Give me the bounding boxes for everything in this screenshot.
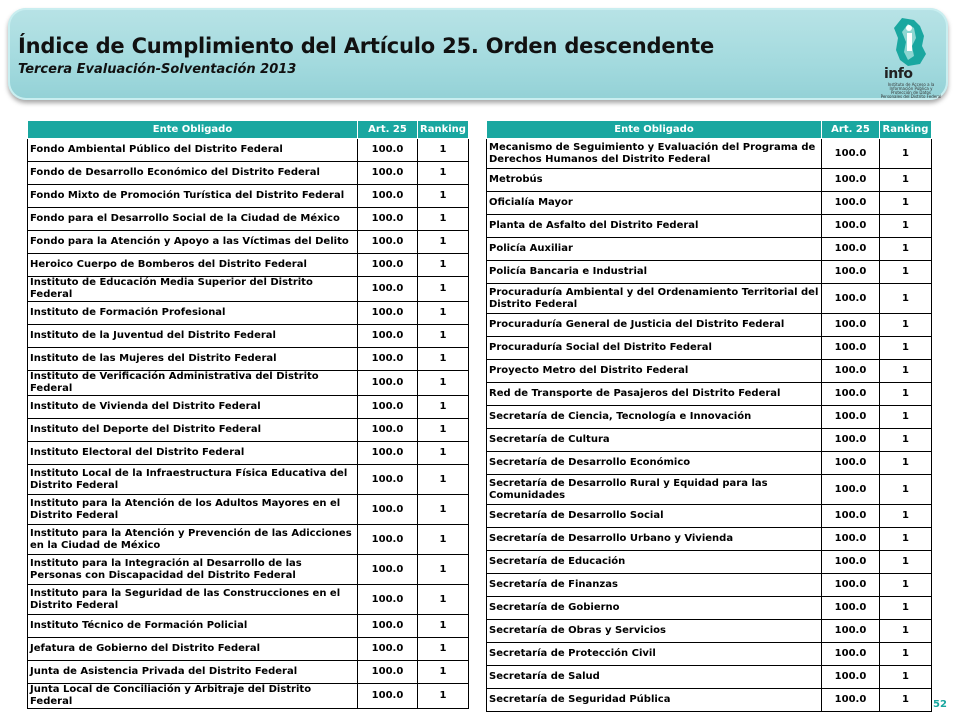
- table-row: [28, 325, 469, 348]
- entity-name-cell: Instituto para la Integración al Desarrollo de las Personas con Discapacidad del Distrito Federal: [28, 555, 358, 585]
- table-row: [28, 254, 469, 277]
- left-ranking-table: [27, 120, 469, 709]
- entity-name-cell: Secretaría de Seguridad Pública: [487, 689, 822, 712]
- entity-name-cell: Proyecto Metro del Distrito Federal: [487, 360, 822, 383]
- ranking-cell: 1: [418, 615, 469, 638]
- page-subtitle: Tercera Evaluación-Solventación 2013: [18, 62, 297, 77]
- entity-name-cell: Secretaría de Desarrollo Rural y Equidad para las Comunidades: [487, 475, 822, 505]
- ranking-cell: 1: [418, 585, 469, 615]
- entity-name-cell: Metrobús: [487, 169, 822, 192]
- entity-name-cell: Instituto para la Atención de los Adultos Mayores en el Distrito Federal: [28, 495, 358, 525]
- entity-name-cell: Heroico Cuerpo de Bomberos del Distrito Federal: [28, 254, 358, 277]
- table-header-row: [28, 121, 469, 139]
- right-table-body: [487, 139, 932, 712]
- logo-tagline: Instituto de Acceso a la Información Pública y Protección de Datos Personales del Distrito Federal: [880, 82, 942, 99]
- article-value-cell: 100.0: [358, 615, 418, 638]
- ranking-cell: 1: [418, 371, 469, 396]
- ranking-cell: 1: [880, 360, 932, 383]
- ranking-cell: 1: [880, 238, 932, 261]
- ranking-cell: 1: [880, 139, 932, 169]
- ranking-cell: 1: [880, 169, 932, 192]
- ranking-cell: 1: [418, 419, 469, 442]
- ranking-cell: 1: [880, 314, 932, 337]
- entity-name-cell: Jefatura de Gobierno del Distrito Federal: [28, 638, 358, 661]
- article-value-cell: 100.0: [822, 314, 880, 337]
- entity-name-cell: Fondo para el Desarrollo Social de la Ciudad de México: [28, 208, 358, 231]
- article-value-cell: 100.0: [358, 348, 418, 371]
- table-row: [28, 661, 469, 684]
- article-value-cell: 100.0: [358, 254, 418, 277]
- entity-name-cell: Fondo para la Atención y Apoyo a las Víctimas del Delito: [28, 231, 358, 254]
- article-value-cell: 100.0: [358, 185, 418, 208]
- table-header-row: [487, 121, 932, 139]
- ranking-cell: 1: [880, 643, 932, 666]
- header-article: Art. 25: [822, 121, 880, 139]
- table-row: [487, 284, 932, 314]
- ranking-cell: 1: [880, 284, 932, 314]
- ranking-cell: 1: [418, 139, 469, 162]
- entity-name-cell: Planta de Asfalto del Distrito Federal: [487, 215, 822, 238]
- table-row: [28, 555, 469, 585]
- article-value-cell: 100.0: [358, 208, 418, 231]
- header-entity: Ente Obligado: [487, 121, 822, 139]
- ranking-cell: 1: [418, 465, 469, 495]
- ranking-cell: 1: [418, 277, 469, 302]
- ranking-cell: 1: [880, 337, 932, 360]
- entity-name-cell: Fondo Ambiental Público del Distrito Federal: [28, 139, 358, 162]
- entity-name-cell: Procuraduría Ambiental y del Ordenamiento Territorial del Distrito Federal: [487, 284, 822, 314]
- table-row: [28, 396, 469, 419]
- article-value-cell: 100.0: [822, 429, 880, 452]
- ranking-cell: 1: [418, 661, 469, 684]
- ranking-cell: 1: [418, 348, 469, 371]
- table-row: [28, 442, 469, 465]
- ranking-cell: 1: [418, 185, 469, 208]
- table-row: [487, 551, 932, 574]
- table-row: [28, 638, 469, 661]
- article-value-cell: 100.0: [822, 597, 880, 620]
- info-df-logo: [880, 16, 942, 99]
- header-entity: Ente Obligado: [28, 121, 358, 139]
- article-value-cell: 100.0: [822, 383, 880, 406]
- ranking-cell: 1: [418, 396, 469, 419]
- right-ranking-table: [486, 120, 932, 712]
- entity-name-cell: Oficialía Mayor: [487, 192, 822, 215]
- article-value-cell: 100.0: [358, 684, 418, 709]
- article-value-cell: 100.0: [358, 555, 418, 585]
- article-value-cell: 100.0: [358, 325, 418, 348]
- ranking-cell: 1: [880, 505, 932, 528]
- table-row: [487, 505, 932, 528]
- ranking-cell: 1: [418, 684, 469, 709]
- article-value-cell: 100.0: [358, 231, 418, 254]
- entity-name-cell: Instituto para la Seguridad de las Construcciones en el Distrito Federal: [28, 585, 358, 615]
- entity-name-cell: Junta de Asistencia Privada del Distrito Federal: [28, 661, 358, 684]
- ranking-cell: 1: [418, 442, 469, 465]
- ranking-cell: 1: [418, 525, 469, 555]
- article-value-cell: 100.0: [358, 302, 418, 325]
- entity-name-cell: Instituto de las Mujeres del Distrito Federal: [28, 348, 358, 371]
- ranking-cell: 1: [880, 452, 932, 475]
- table-row: [487, 215, 932, 238]
- article-value-cell: 100.0: [822, 169, 880, 192]
- article-value-cell: 100.0: [358, 396, 418, 419]
- header-banner: [8, 8, 948, 100]
- article-value-cell: 100.0: [822, 406, 880, 429]
- header-ranking: Ranking: [418, 121, 469, 139]
- table-row: [487, 238, 932, 261]
- article-value-cell: 100.0: [822, 666, 880, 689]
- entity-name-cell: Instituto del Deporte del Distrito Federal: [28, 419, 358, 442]
- entity-name-cell: Instituto Técnico de Formación Policial: [28, 615, 358, 638]
- ranking-cell: 1: [418, 302, 469, 325]
- left-table-body: [28, 139, 469, 709]
- table-row: [28, 139, 469, 162]
- entity-name-cell: Fondo Mixto de Promoción Turística del Distrito Federal: [28, 185, 358, 208]
- article-value-cell: 100.0: [358, 277, 418, 302]
- table-row: [28, 684, 469, 709]
- entity-name-cell: Secretaría de Obras y Servicios: [487, 620, 822, 643]
- entity-name-cell: Procuraduría General de Justicia del Distrito Federal: [487, 314, 822, 337]
- ranking-cell: 1: [880, 528, 932, 551]
- logo-wordmark: info: [884, 66, 913, 82]
- ranking-cell: 1: [880, 666, 932, 689]
- entity-name-cell: Instituto Electoral del Distrito Federal: [28, 442, 358, 465]
- article-value-cell: 100.0: [822, 360, 880, 383]
- article-value-cell: 100.0: [358, 162, 418, 185]
- table-row: [487, 192, 932, 215]
- table-row: [28, 465, 469, 495]
- table-row: [487, 666, 932, 689]
- ranking-cell: 1: [880, 261, 932, 284]
- table-row: [487, 406, 932, 429]
- article-value-cell: 100.0: [358, 661, 418, 684]
- entity-name-cell: Secretaría de Gobierno: [487, 597, 822, 620]
- entity-name-cell: Secretaría de Educación: [487, 551, 822, 574]
- header-ranking: Ranking: [880, 121, 932, 139]
- ranking-cell: 1: [418, 495, 469, 525]
- table-row: [487, 261, 932, 284]
- article-value-cell: 100.0: [358, 139, 418, 162]
- entity-name-cell: Instituto de Educación Media Superior del Distrito Federal: [28, 277, 358, 302]
- article-value-cell: 100.0: [358, 585, 418, 615]
- table-row: [28, 419, 469, 442]
- entity-name-cell: Mecanismo de Seguimiento y Evaluación del Programa de Derechos Humanos del Distrito Federal: [487, 139, 822, 169]
- ranking-cell: 1: [880, 406, 932, 429]
- table-row: [487, 429, 932, 452]
- table-row: [487, 383, 932, 406]
- table-row: [487, 620, 932, 643]
- ranking-cell: 1: [880, 620, 932, 643]
- table-row: [28, 348, 469, 371]
- table-row: [28, 277, 469, 302]
- page-title: Índice de Cumplimiento del Artículo 25. Orden descendente: [18, 34, 715, 58]
- article-value-cell: 100.0: [822, 192, 880, 215]
- table-row: [487, 475, 932, 505]
- table-row: [487, 360, 932, 383]
- article-value-cell: 100.0: [822, 452, 880, 475]
- table-row: [28, 371, 469, 396]
- entity-name-cell: Instituto de Vivienda del Distrito Federal: [28, 396, 358, 419]
- table-row: [28, 495, 469, 525]
- entity-name-cell: Secretaría de Salud: [487, 666, 822, 689]
- article-value-cell: 100.0: [822, 551, 880, 574]
- entity-name-cell: Secretaría de Finanzas: [487, 574, 822, 597]
- article-value-cell: 100.0: [822, 475, 880, 505]
- ranking-cell: 1: [880, 383, 932, 406]
- entity-name-cell: Secretaría de Ciencia, Tecnología e Innovación: [487, 406, 822, 429]
- entity-name-cell: Secretaría de Cultura: [487, 429, 822, 452]
- entity-name-cell: Fondo de Desarrollo Económico del Distrito Federal: [28, 162, 358, 185]
- table-row: [28, 525, 469, 555]
- table-row: [487, 452, 932, 475]
- article-value-cell: 100.0: [822, 620, 880, 643]
- article-value-cell: 100.0: [358, 638, 418, 661]
- article-value-cell: 100.0: [358, 419, 418, 442]
- table-row: [487, 597, 932, 620]
- ranking-cell: 1: [880, 475, 932, 505]
- table-row: [487, 337, 932, 360]
- ranking-cell: 1: [418, 254, 469, 277]
- article-value-cell: 100.0: [822, 238, 880, 261]
- table-row: [487, 574, 932, 597]
- table-row: [28, 208, 469, 231]
- entity-name-cell: Policía Auxiliar: [487, 238, 822, 261]
- table-row: [487, 643, 932, 666]
- ranking-cell: 1: [880, 574, 932, 597]
- table-row: [28, 615, 469, 638]
- table-row: [487, 169, 932, 192]
- entity-name-cell: Instituto para la Atención y Prevención de las Adicciones en la Ciudad de México: [28, 525, 358, 555]
- table-row: [28, 231, 469, 254]
- table-row: [28, 585, 469, 615]
- article-value-cell: 100.0: [822, 139, 880, 169]
- article-value-cell: 100.0: [358, 371, 418, 396]
- page-number: 52: [933, 699, 947, 710]
- ranking-cell: 1: [418, 162, 469, 185]
- header-article: Art. 25: [358, 121, 418, 139]
- entity-name-cell: Junta Local de Conciliación y Arbitraje del Distrito Federal: [28, 684, 358, 709]
- article-value-cell: 100.0: [358, 525, 418, 555]
- table-row: [487, 689, 932, 712]
- table-row: [28, 302, 469, 325]
- entity-name-cell: Procuraduría Social del Distrito Federal: [487, 337, 822, 360]
- entity-name-cell: Secretaría de Desarrollo Urbano y Vivienda: [487, 528, 822, 551]
- article-value-cell: 100.0: [822, 505, 880, 528]
- article-value-cell: 100.0: [358, 495, 418, 525]
- article-value-cell: 100.0: [822, 337, 880, 360]
- article-value-cell: 100.0: [822, 643, 880, 666]
- table-row: [28, 162, 469, 185]
- ranking-cell: 1: [880, 192, 932, 215]
- article-value-cell: 100.0: [822, 528, 880, 551]
- article-value-cell: 100.0: [822, 261, 880, 284]
- ranking-cell: 1: [418, 325, 469, 348]
- ranking-cell: 1: [880, 215, 932, 238]
- ranking-cell: 1: [418, 638, 469, 661]
- ranking-cell: 1: [880, 689, 932, 712]
- ranking-cell: 1: [880, 597, 932, 620]
- article-value-cell: 100.0: [358, 465, 418, 495]
- table-row: [28, 185, 469, 208]
- article-value-cell: 100.0: [822, 574, 880, 597]
- article-value-cell: 100.0: [822, 284, 880, 314]
- table-row: [487, 528, 932, 551]
- article-value-cell: 100.0: [822, 689, 880, 712]
- ranking-cell: 1: [418, 231, 469, 254]
- article-value-cell: 100.0: [358, 442, 418, 465]
- entity-name-cell: Secretaría de Desarrollo Social: [487, 505, 822, 528]
- entity-name-cell: Secretaría de Protección Civil: [487, 643, 822, 666]
- entity-name-cell: Instituto de Formación Profesional: [28, 302, 358, 325]
- ranking-cell: 1: [880, 429, 932, 452]
- df-map-icon: [880, 16, 940, 68]
- entity-name-cell: Secretaría de Desarrollo Económico: [487, 452, 822, 475]
- entity-name-cell: Instituto de Verificación Administrativa del Distrito Federal: [28, 371, 358, 396]
- entity-name-cell: Instituto Local de la Infraestructura Física Educativa del Distrito Federal: [28, 465, 358, 495]
- table-row: [487, 314, 932, 337]
- entity-name-cell: Policía Bancaria e Industrial: [487, 261, 822, 284]
- article-value-cell: 100.0: [822, 215, 880, 238]
- ranking-cell: 1: [418, 555, 469, 585]
- ranking-cell: 1: [418, 208, 469, 231]
- entity-name-cell: Instituto de la Juventud del Distrito Federal: [28, 325, 358, 348]
- ranking-cell: 1: [880, 551, 932, 574]
- table-row: [487, 139, 932, 169]
- entity-name-cell: Red de Transporte de Pasajeros del Distrito Federal: [487, 383, 822, 406]
